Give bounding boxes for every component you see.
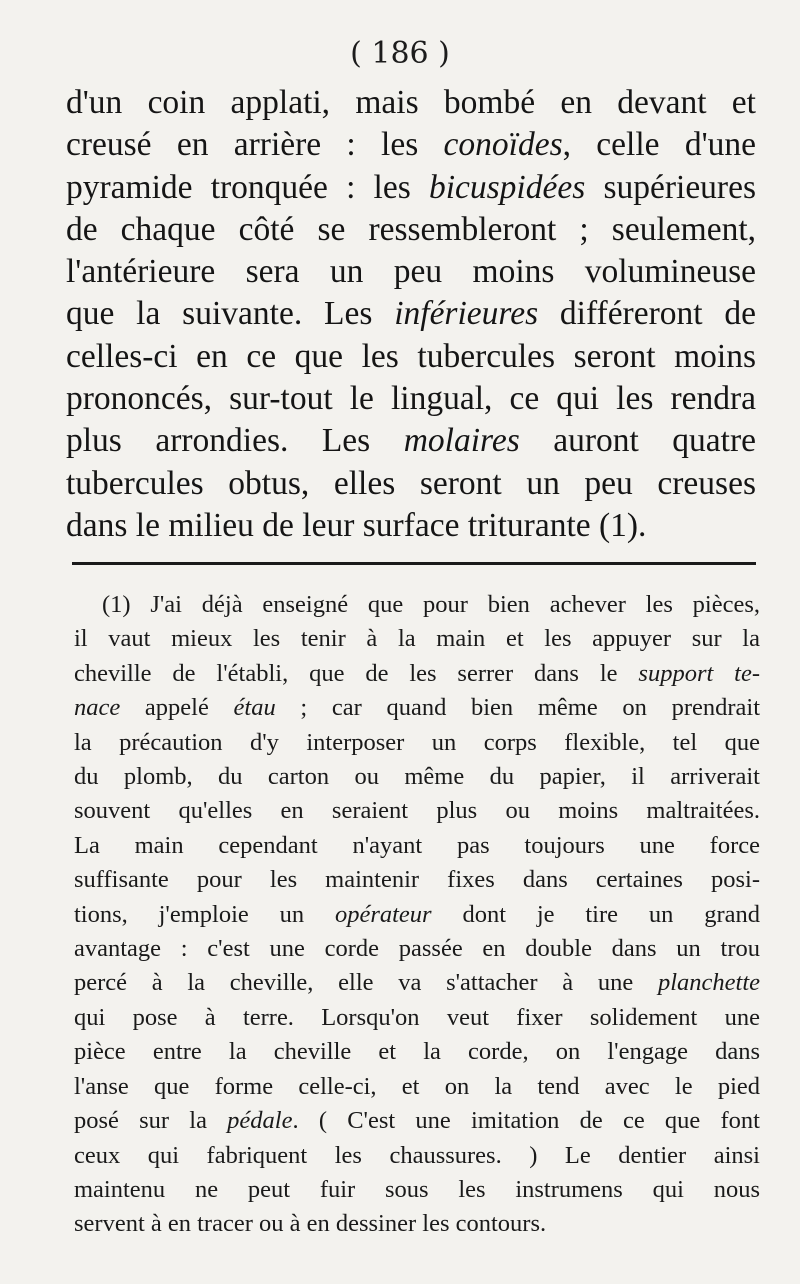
text-run: l'antérieure sera un peu moins volumineuse (66, 253, 756, 291)
text-run: souvent qu'elles en seraient plus ou moins maltraitées. (74, 797, 760, 825)
text-run: cheville de l'établi, que de les serrer dans le (74, 659, 639, 687)
footnote-line (74, 588, 760, 622)
text-run: La main cependant n'ayant pas toujours une force (74, 831, 760, 859)
main-text-line (66, 251, 756, 293)
footnote-line (74, 932, 760, 966)
italic-run: bicuspidées (428, 168, 586, 206)
italic-run: nace (74, 694, 121, 722)
text-run: (1) J'ai déjà enseigné que pour bien achever les pièces, (102, 591, 760, 618)
text-run: ceux qui fabriquent les chaussures. ) Le dentier ainsi (74, 1141, 760, 1169)
text-run: appelé (120, 694, 234, 722)
footnote-line (74, 726, 760, 760)
footnote-line (74, 863, 760, 897)
italic-run: molaires (403, 422, 520, 460)
italic-run: conoïdes (443, 126, 563, 164)
text-run: servent à en tracer ou à en dessiner les contours. (74, 1210, 547, 1238)
text-run: la précaution d'y interposer un corps flexible, tel que (74, 728, 760, 756)
italic-run: opérateur (334, 900, 432, 928)
italic-run: inférieures (394, 295, 539, 333)
text-run: . ( C'est une imitation de ce que font (292, 1107, 760, 1135)
text-run: pyramide tronquée : les (66, 168, 429, 206)
italic-run: étau (233, 694, 276, 722)
footnote-line (74, 966, 760, 1000)
text-run: suffisante pour les maintenir fixes dans certaines posi- (74, 866, 760, 894)
text-run: du plomb, du carton ou même du papier, il arriverait (74, 763, 760, 791)
text-run: supérieures (585, 168, 756, 206)
main-text-line (66, 293, 756, 335)
main-text-line (66, 124, 756, 166)
text-run: posé sur la (74, 1107, 228, 1135)
text-run: maintenu ne peut fuir sous les instrumens qui nous (74, 1175, 760, 1203)
footnote-line (74, 1139, 760, 1173)
text-run: il vaut mieux les tenir à la main et les appuyer sur la (74, 625, 760, 653)
text-run: que la suivante. Les (66, 295, 395, 333)
italic-run: pédale (227, 1107, 293, 1135)
footnote-separator-rule (72, 562, 756, 565)
footnote-line (74, 1207, 760, 1241)
text-run: tubercules obtus, elles seront un peu creuses (66, 464, 756, 502)
main-text-line (66, 505, 756, 547)
main-text-line (66, 420, 756, 462)
text-run: ; car quand bien même on prendrait (275, 694, 760, 722)
text-run: différeront de (538, 295, 756, 333)
main-text-line (66, 378, 756, 420)
italic-run: planchette (657, 969, 760, 997)
text-run: , celle d'une (562, 126, 756, 164)
footnote-line (74, 657, 760, 691)
main-text-line (66, 336, 756, 378)
text-run: pièce entre la cheville et la corde, on l'engage dans (74, 1038, 760, 1066)
footnote-line (74, 1035, 760, 1069)
footnote-line (74, 1070, 760, 1104)
text-run: dont je tire un grand (431, 900, 760, 928)
footnote-line (74, 794, 760, 828)
main-text-block (66, 82, 756, 547)
footnote-line (74, 898, 760, 932)
text-run: avantage : c'est une corde passée en double dans un trou (74, 935, 760, 963)
main-text-line (66, 82, 756, 124)
footnote-line (74, 1173, 760, 1207)
text-run: auront quatre (519, 422, 756, 460)
text-run: de chaque côté se ressembleront ; seulement, (66, 210, 756, 248)
text-run: percé à la cheville, elle va s'attacher à une (74, 969, 658, 997)
italic-run: support te- (638, 659, 761, 687)
text-run: celles-ci en ce que les tubercules seront moins (66, 337, 756, 375)
text-run: d'un coin applati, mais bombé en devant et (66, 84, 756, 121)
text-run: plus arrondies. Les (66, 422, 404, 460)
page-number: ( 186 ) (350, 36, 450, 71)
text-run: qui pose à terre. Lorsqu'on veut fixer solidement une (74, 1003, 760, 1031)
main-text-line (66, 463, 756, 505)
text-run: prononcés, sur-tout le lingual, ce qui les rendra (66, 380, 756, 418)
footnote-line (74, 829, 760, 863)
footnote-block (74, 588, 760, 1242)
footnote-line (74, 691, 760, 725)
footnote-line (74, 1104, 760, 1138)
main-text-line (66, 167, 756, 209)
text-run: creusé en arrière : les (66, 126, 444, 164)
footnote-line (74, 760, 760, 794)
text-run: dans le milieu de leur surface triturante (1). (66, 506, 647, 544)
main-text-line (66, 209, 756, 251)
footnote-line (74, 1001, 760, 1035)
footnote-line (74, 622, 760, 656)
text-run: tions, j'emploie un (74, 900, 335, 928)
text-run: l'anse que forme celle-ci, et on la tend avec le pied (74, 1072, 760, 1100)
